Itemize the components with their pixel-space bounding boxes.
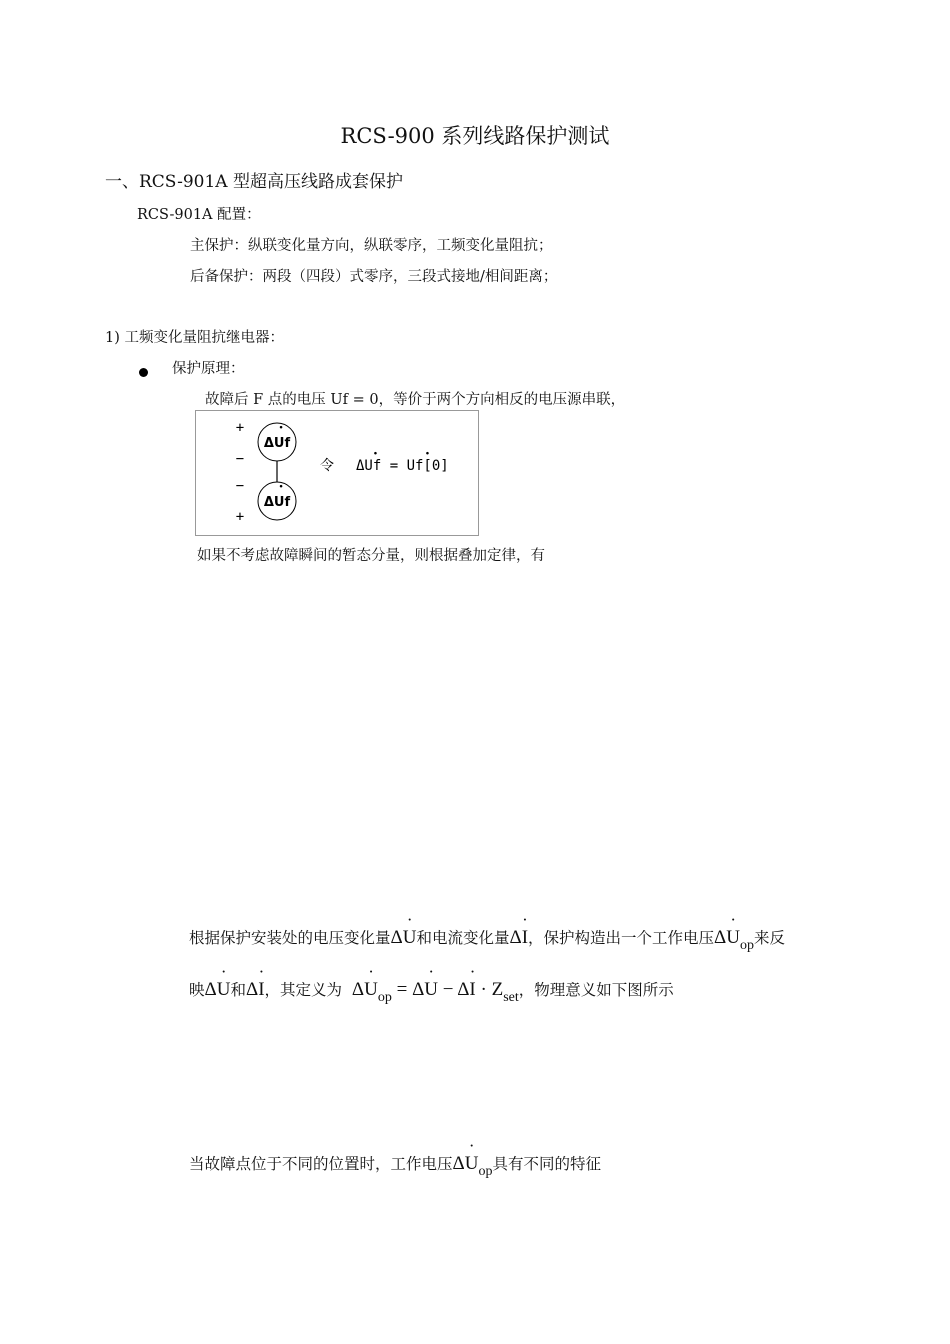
diagram-equation: ΔUf = Uf[0] — [356, 458, 449, 474]
para2-text-d: ，物理意义如下图所示 — [518, 981, 674, 999]
minus-sign: − — [442, 979, 454, 1000]
formula-paragraph-3 — [189, 1152, 601, 1180]
para1-text-b: 和电流变化量 — [416, 929, 510, 947]
bullet-text: 保护原理： — [172, 361, 245, 377]
equals-sign: = — [396, 979, 408, 1000]
delta-i-symbol — [509, 927, 528, 948]
para1-text-d: 来反 — [754, 929, 786, 947]
op-subscript: op — [478, 1164, 493, 1179]
delta-sign: Δ — [245, 979, 259, 1000]
circuit-svg — [196, 411, 478, 535]
delta-sign: Δ — [412, 979, 425, 1000]
item-heading: 1) 工频变化量阻抗继电器： — [105, 330, 284, 346]
delta-u-symbol — [391, 927, 417, 948]
delta-u-symbol — [205, 979, 231, 1000]
dot-mark-eq-1: · — [373, 446, 378, 462]
superposition-text: 如果不考虑故障瞬间的暂态分量，则根据叠加定律，有 — [197, 548, 545, 564]
minus-label-2: − — [235, 478, 245, 494]
u-dot: ˙ U — [424, 979, 438, 1001]
multiply-dot: · — [480, 979, 487, 1000]
delta-sign: Δ — [509, 927, 522, 948]
minus-label-1: − — [235, 451, 245, 467]
op-subscript: op — [377, 990, 392, 1005]
u-dot: ˙ U — [403, 927, 417, 949]
u-dot: ˙ U — [217, 979, 231, 1001]
delta-sign: Δ — [452, 1153, 465, 1174]
backup-protection-text: 后备保护：两段（四段）式零序，三段式接地/相间距离； — [190, 269, 558, 285]
config-label: RCS-901A 配置： — [137, 207, 261, 223]
para2-text-c: ，其定义为 — [264, 981, 343, 999]
i-dot: ˙ I — [258, 979, 264, 1001]
source-label-bottom: ΔUf — [263, 495, 291, 510]
delta-sign: Δ — [351, 979, 365, 1000]
main-protection-text: 主保护：纵联变化量方向，纵联零序，工频变化量阻抗； — [190, 238, 553, 254]
formula-paragraph-2 — [189, 978, 674, 1006]
plus-bottom-label: + — [235, 509, 245, 525]
i-dot: ˙ I — [522, 927, 528, 949]
formula-paragraph-1 — [189, 926, 785, 954]
para3-text-b: 具有不同的特征 — [492, 1155, 601, 1173]
para3-text-a: 当故障点位于不同的位置时，工作电压 — [189, 1155, 453, 1173]
dot-mark-bottom: · — [278, 479, 284, 495]
u-dot: ˙ U — [364, 979, 378, 1001]
dot-mark-eq-2: · — [425, 446, 430, 462]
source-label-top: ΔUf — [263, 436, 291, 451]
z-symbol: Z — [491, 979, 504, 1000]
delta-sign: Δ — [390, 927, 403, 948]
u-dot: ˙ U — [465, 1153, 479, 1175]
u-dot: ˙ U — [726, 927, 740, 949]
section-heading: 一、RCS-901A 型超高压线路成套保护 — [105, 172, 403, 192]
delta-sign: Δ — [714, 927, 727, 948]
op-subscript: op — [740, 938, 754, 953]
delta-sign: Δ — [204, 979, 217, 1000]
definition-formula — [351, 979, 519, 1005]
bullet-icon — [139, 362, 148, 381]
delta-i-symbol — [246, 979, 265, 1000]
delta-sign: Δ — [457, 979, 470, 1000]
fault-text: 故障后 F 点的电压 Uf = 0，等价于两个方向相反的电压源串联， — [205, 392, 626, 408]
plus-top-label: + — [235, 420, 245, 436]
dot-mark-top: · — [278, 420, 284, 436]
i-dot: ˙ I — [469, 979, 475, 1001]
delta-uop-symbol — [452, 1153, 493, 1179]
para2-text-b: 和 — [230, 981, 246, 999]
page-title: RCS-900 系列线路保护测试 — [340, 124, 610, 148]
delta-uop-symbol — [714, 927, 754, 953]
para1-text-a: 根据保护安装处的电压变化量 — [189, 929, 391, 947]
para2-text-a: 映 — [189, 981, 205, 999]
set-subscript: set — [503, 990, 519, 1005]
para1-text-c: ，保护构造出一个工作电压 — [528, 929, 715, 947]
circuit-diagram — [195, 410, 479, 536]
ling-label: 令 — [320, 458, 334, 474]
